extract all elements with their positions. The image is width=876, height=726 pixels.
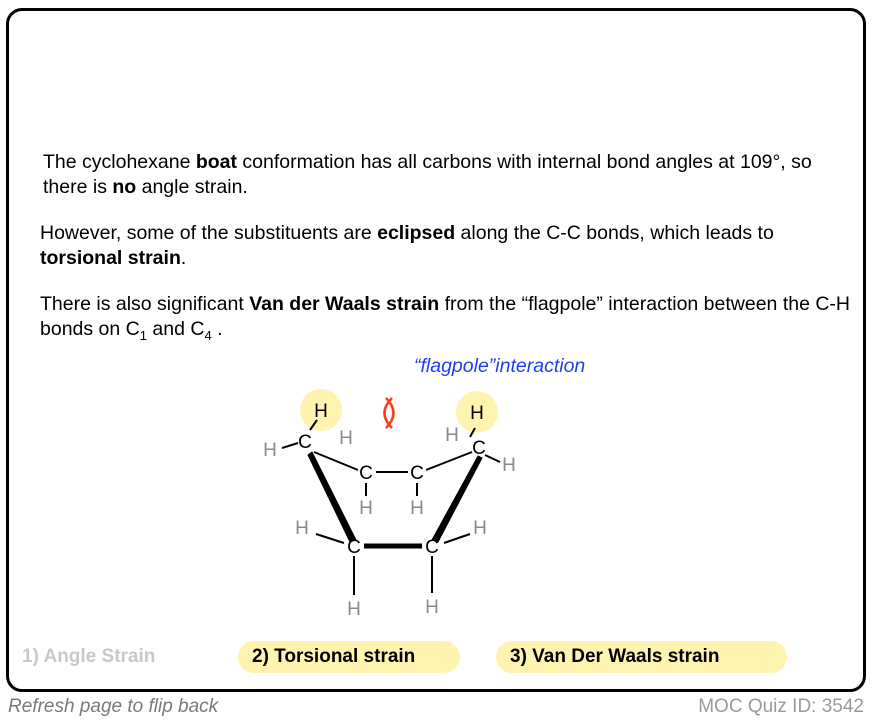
text-span: . bbox=[180, 247, 187, 269]
text-span: from the “flagpole” interaction between the C-H bonds on C bbox=[40, 293, 851, 340]
carbon-c4: C bbox=[472, 438, 486, 459]
bond-c3-c4 bbox=[426, 452, 472, 470]
hydrogen: H bbox=[339, 428, 353, 449]
bold-no: no bbox=[112, 176, 137, 198]
hydrogen: H bbox=[347, 599, 361, 620]
ch-bonds bbox=[282, 420, 500, 595]
subscript-1: 1 bbox=[139, 327, 147, 343]
quiz-id: MOC Quiz ID: 3542 bbox=[698, 696, 864, 717]
bold-eclipsed: eclipsed bbox=[377, 222, 456, 244]
bond-c5-h-right bbox=[444, 534, 470, 543]
flagpole-annotation: “flagpole”interaction bbox=[414, 355, 586, 377]
hydrogen-flagpole-c1: H bbox=[314, 401, 328, 422]
hydrogen: H bbox=[502, 455, 516, 476]
refresh-hint: Refresh page to flip back bbox=[8, 696, 219, 717]
choice-angle-strain[interactable]: 1) Angle Strain bbox=[22, 646, 156, 667]
hydrogen: H bbox=[410, 498, 424, 519]
ring-bonds bbox=[308, 452, 482, 546]
hydrogen: H bbox=[295, 518, 309, 539]
text-span: . bbox=[211, 318, 223, 340]
bond-c6-h-left bbox=[316, 534, 344, 543]
text-span: along the C-C bonds, which leads to bbox=[455, 222, 774, 244]
subscript-4: 4 bbox=[204, 327, 212, 343]
bold-boat: boat bbox=[195, 151, 238, 173]
carbon-c5: C bbox=[425, 537, 439, 558]
carbon-c6: C bbox=[347, 537, 361, 558]
bold-torsional-strain: torsional strain bbox=[40, 247, 181, 269]
carbon-c3: C bbox=[410, 463, 424, 484]
hydrogen: H bbox=[425, 597, 439, 618]
text-span: angle strain. bbox=[136, 176, 248, 198]
carbon-c1: C bbox=[298, 432, 312, 453]
bold-vdw-strain: Van der Waals strain bbox=[249, 293, 440, 315]
carbon-c2: C bbox=[359, 463, 373, 484]
hydrogen-flagpole-c4: H bbox=[470, 403, 484, 424]
bond-c4-h-right bbox=[485, 455, 500, 462]
hydrogen: H bbox=[263, 440, 277, 461]
text-span: The cyclohexane bbox=[43, 151, 196, 173]
hydrogen: H bbox=[445, 425, 459, 446]
choice-torsional-strain[interactable]: 2) Torsional strain bbox=[238, 641, 460, 673]
text-span: There is also significant bbox=[40, 293, 250, 315]
choice-van-der-waals-strain[interactable]: 3) Van Der Waals strain bbox=[496, 641, 787, 673]
text-span: conformation has all carbons with internal bond angles at 109°, so there is bbox=[43, 151, 812, 198]
interaction-mark-icon bbox=[385, 398, 394, 428]
hydrogen: H bbox=[359, 498, 373, 519]
text-span: and C bbox=[146, 318, 205, 340]
bond-c1-h-left bbox=[282, 443, 298, 448]
text-span: However, some of the substituents are bbox=[40, 222, 378, 244]
bond-c1-c2 bbox=[314, 452, 358, 470]
hydrogen: H bbox=[473, 518, 487, 539]
